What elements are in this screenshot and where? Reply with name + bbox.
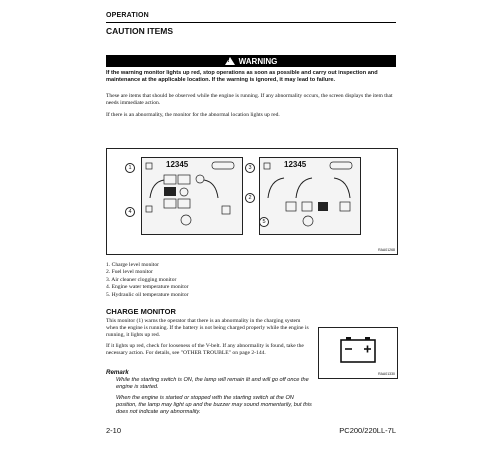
warning-label: WARNING	[238, 56, 278, 66]
charge-monitor-heading: CHARGE MONITOR	[106, 307, 176, 316]
page-title: CAUTION ITEMS	[106, 26, 174, 36]
warning-banner	[106, 55, 396, 67]
intro-paragraph-2: If there is an abnormality, the monitor for the abnormal location lights up red.	[106, 112, 280, 118]
monitor-item-list	[106, 262, 188, 299]
warning-text: If the warning monitor lights up red, stop operations as soon as possible and carry out inspection and maintenance at the applicable location. If the warning is ignored, it may lead to failure.	[106, 70, 378, 83]
intro-paragraph-1: These are items that should be observed while the engine is running. If any abnormality occurs, the screen displays the item that needs immediate action.	[106, 93, 393, 107]
callout-4: 4	[125, 207, 135, 217]
battery-icon	[319, 328, 397, 378]
remark-paragraph-1: While the starting switch is ON, the lamp will remain lit and will go off once the engine is started.	[116, 377, 309, 390]
callout-2: 2	[245, 193, 255, 203]
list-item: 2. Fuel level monitor	[106, 269, 153, 276]
monitor-panel-left	[141, 157, 243, 235]
list-item: 4. Engine water temperature monitor	[106, 284, 189, 291]
remark-paragraph-2: When the engine is started or stopped with the starting switch at the ON position, the lamp may light up and the buzzer may sound momentarily, but this does not indicate any abnormality.	[116, 395, 312, 415]
warning-triangle-icon: !	[225, 57, 235, 65]
callout-3: 3	[245, 163, 255, 173]
callout-1: 1	[125, 163, 135, 173]
page-number: 2-10	[106, 426, 122, 435]
hour-meter-right: 12345	[284, 160, 307, 169]
monitor-right-svg	[260, 158, 360, 234]
remark-label: Remark	[106, 369, 129, 376]
header-rule	[106, 22, 396, 23]
monitor-left-svg	[142, 158, 242, 234]
charge-monitor-paragraph-1: This monitor (1) warns the operator that there is an abnormality in the charging system when the engine is running. If the battery is not being charged properly while the engine is running, it lights up red.	[106, 318, 309, 339]
battery-figure-code: RAA01330	[378, 372, 395, 376]
monitor-figure	[106, 148, 398, 255]
callout-5: 5	[259, 217, 269, 227]
section-label: OPERATION	[106, 12, 149, 19]
figure-code: RAA01268	[378, 248, 395, 252]
list-item: 5. Hydraulic oil temperature monitor	[106, 291, 189, 298]
list-item: 3. Air cleaner clogging monitor	[106, 276, 177, 283]
monitor-panel-right	[259, 157, 361, 235]
charge-monitor-paragraph-2: If it lights up red, check for looseness of the V-belt. If any abnormality is found, take the necessary action. For details, see "OTHER TROUBLE" on page 2-144.	[106, 343, 304, 357]
hour-meter-left: 12345	[166, 160, 189, 169]
model-name: PC200/220LL-7L	[339, 426, 396, 435]
battery-figure	[318, 327, 398, 379]
list-item: 1. Charge level monitor	[106, 262, 160, 268]
